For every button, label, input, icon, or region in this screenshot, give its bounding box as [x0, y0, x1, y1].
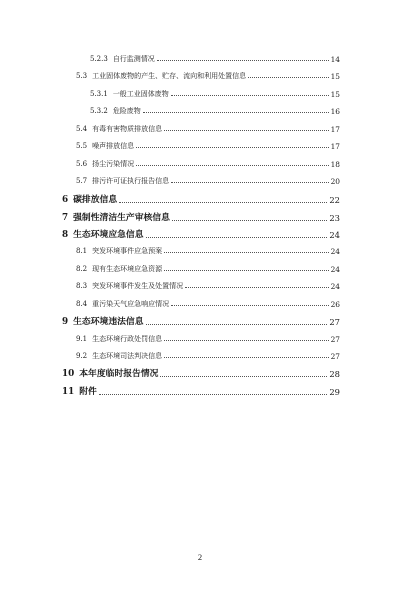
- dot-leader: [171, 95, 329, 96]
- toc-entry-5-6[interactable]: [76, 161, 340, 168]
- toc-entry-title: 工业固体废物的产生、贮存、流向和利用处置信息: [92, 72, 247, 81]
- toc-entry-page: 14: [330, 55, 340, 64]
- page-number: 2: [197, 552, 203, 562]
- dot-leader: [160, 376, 327, 377]
- toc-entry-number: 8.4: [76, 300, 88, 309]
- toc-entry-number: 8.1: [76, 247, 88, 256]
- toc-entry-page: 23: [329, 213, 340, 224]
- toc-entry-5-3-2[interactable]: [90, 108, 340, 115]
- toc-entry-title: 重污染天气应急响应情况: [92, 300, 170, 309]
- toc-entry-7[interactable]: [62, 214, 340, 223]
- toc-entry-5-3[interactable]: [76, 73, 340, 80]
- toc-entry-number: 9.1: [76, 335, 88, 344]
- toc-entry-title: 生态环境司法判决信息: [92, 352, 163, 361]
- toc-entry-number: 5.3.2: [90, 107, 108, 116]
- toc-entry-title: 本年度临时报告情况: [79, 369, 159, 379]
- dot-leader: [143, 112, 329, 113]
- toc-entry-title: 扬尘污染情况: [92, 160, 135, 169]
- dot-leader: [185, 287, 328, 288]
- dot-leader: [99, 394, 327, 395]
- dot-leader: [171, 305, 328, 306]
- dot-leader: [171, 182, 328, 183]
- dot-leader: [119, 202, 327, 203]
- dot-leader: [136, 165, 328, 166]
- toc-entry-page: 26: [330, 300, 340, 309]
- toc-entry-title: 危险废物: [112, 107, 141, 116]
- toc-entry-number: 9: [62, 317, 69, 327]
- toc-entry-title: 一般工业固体废物: [112, 90, 169, 99]
- toc-entry-9-2[interactable]: [76, 353, 340, 360]
- toc-entry-5-7[interactable]: [76, 178, 340, 185]
- toc-entry-page: 22: [329, 195, 340, 206]
- toc-entry-title: 突发环境事件发生及处置情况: [92, 282, 184, 291]
- toc-entry-page: 24: [329, 230, 340, 241]
- toc-entry-5-4[interactable]: [76, 126, 340, 133]
- toc-entry-title: 现有生态环境应急资源: [92, 265, 163, 274]
- toc-entry-page: 15: [330, 72, 340, 81]
- toc-entry-title: 排污许可证执行报告信息: [92, 177, 170, 186]
- toc-entry-page: 15: [330, 90, 340, 99]
- toc-entry-number: 10: [62, 369, 75, 379]
- toc-entry-number: 8: [62, 230, 69, 240]
- toc-entry-number: 11: [62, 387, 75, 397]
- toc-entry-title: 噪声排放信息: [92, 142, 135, 151]
- toc-entry-10[interactable]: [62, 370, 340, 379]
- toc-entry-page: 18: [330, 160, 340, 169]
- toc-entry-page: 17: [330, 125, 340, 134]
- toc-entry-5-3-1[interactable]: [90, 91, 340, 98]
- toc-entry-page: 27: [330, 335, 340, 344]
- toc-entry-number: 5.2.3: [90, 55, 108, 64]
- dot-leader: [164, 270, 328, 271]
- toc-entry-number: 5.7: [76, 177, 88, 186]
- toc-entry-page: 27: [329, 317, 340, 328]
- toc-entry-8-3[interactable]: [76, 283, 340, 290]
- toc-entry-9[interactable]: [62, 318, 340, 327]
- toc-entry-page: 20: [330, 177, 340, 186]
- toc-entry-number: 6: [62, 195, 69, 205]
- dot-leader: [146, 237, 328, 238]
- toc-entry-title: 有毒有害物质排放信息: [92, 125, 163, 134]
- toc-entry-number: 5.3: [76, 72, 88, 81]
- toc-entry-page: 17: [330, 142, 340, 151]
- toc-entry-title: 生态环境应急信息: [73, 230, 144, 240]
- toc-entry-number: 8.2: [76, 265, 88, 274]
- toc-entry-number: 8.3: [76, 282, 88, 291]
- toc-entry-page: 29: [329, 387, 340, 398]
- toc-entry-title: 碳排放信息: [73, 195, 118, 205]
- dot-leader: [164, 252, 328, 253]
- toc-entry-8[interactable]: [62, 231, 340, 240]
- dot-leader: [164, 130, 328, 131]
- toc-entry-number: 7: [62, 213, 69, 223]
- toc-entry-number: 9.2: [76, 352, 88, 361]
- toc-entry-page: 27: [330, 352, 340, 361]
- dot-leader: [136, 147, 328, 148]
- toc-entry-title: 生态环境违法信息: [73, 317, 144, 327]
- dot-leader: [146, 324, 328, 325]
- dot-leader: [248, 77, 328, 78]
- toc-entry-number: 5.4: [76, 125, 88, 134]
- dot-leader: [164, 340, 328, 341]
- toc-entry-title: 自行监测情况: [112, 55, 155, 64]
- toc-entry-page: 16: [330, 107, 340, 116]
- toc-entry-8-4[interactable]: [76, 301, 340, 308]
- toc-entry-11[interactable]: [62, 388, 340, 397]
- dot-leader: [172, 220, 327, 221]
- toc-entry-8-1[interactable]: [76, 248, 340, 255]
- toc-entry-title: 突发环境事件应急预案: [92, 247, 163, 256]
- toc-entry-title: 附件: [79, 387, 97, 397]
- toc-entry-5-2-3[interactable]: [90, 56, 340, 63]
- toc-entry-title: 强制性清洁生产审核信息: [73, 213, 170, 223]
- toc-entry-9-1[interactable]: [76, 336, 340, 343]
- toc-entry-number: 5.3.1: [90, 90, 108, 99]
- dot-leader: [157, 60, 329, 61]
- toc-entry-5-5[interactable]: [76, 143, 340, 150]
- toc-entry-8-2[interactable]: [76, 266, 340, 273]
- toc-entry-number: 5.5: [76, 142, 88, 151]
- toc-entry-title: 生态环境行政处罚信息: [92, 335, 163, 344]
- toc-entry-page: 28: [329, 369, 340, 380]
- toc-entry-page: 24: [330, 265, 340, 274]
- toc-entry-page: 24: [330, 282, 340, 291]
- toc-entry-number: 5.6: [76, 160, 88, 169]
- dot-leader: [164, 357, 328, 358]
- toc-entry-page: 24: [330, 247, 340, 256]
- toc-entry-6[interactable]: [62, 196, 340, 205]
